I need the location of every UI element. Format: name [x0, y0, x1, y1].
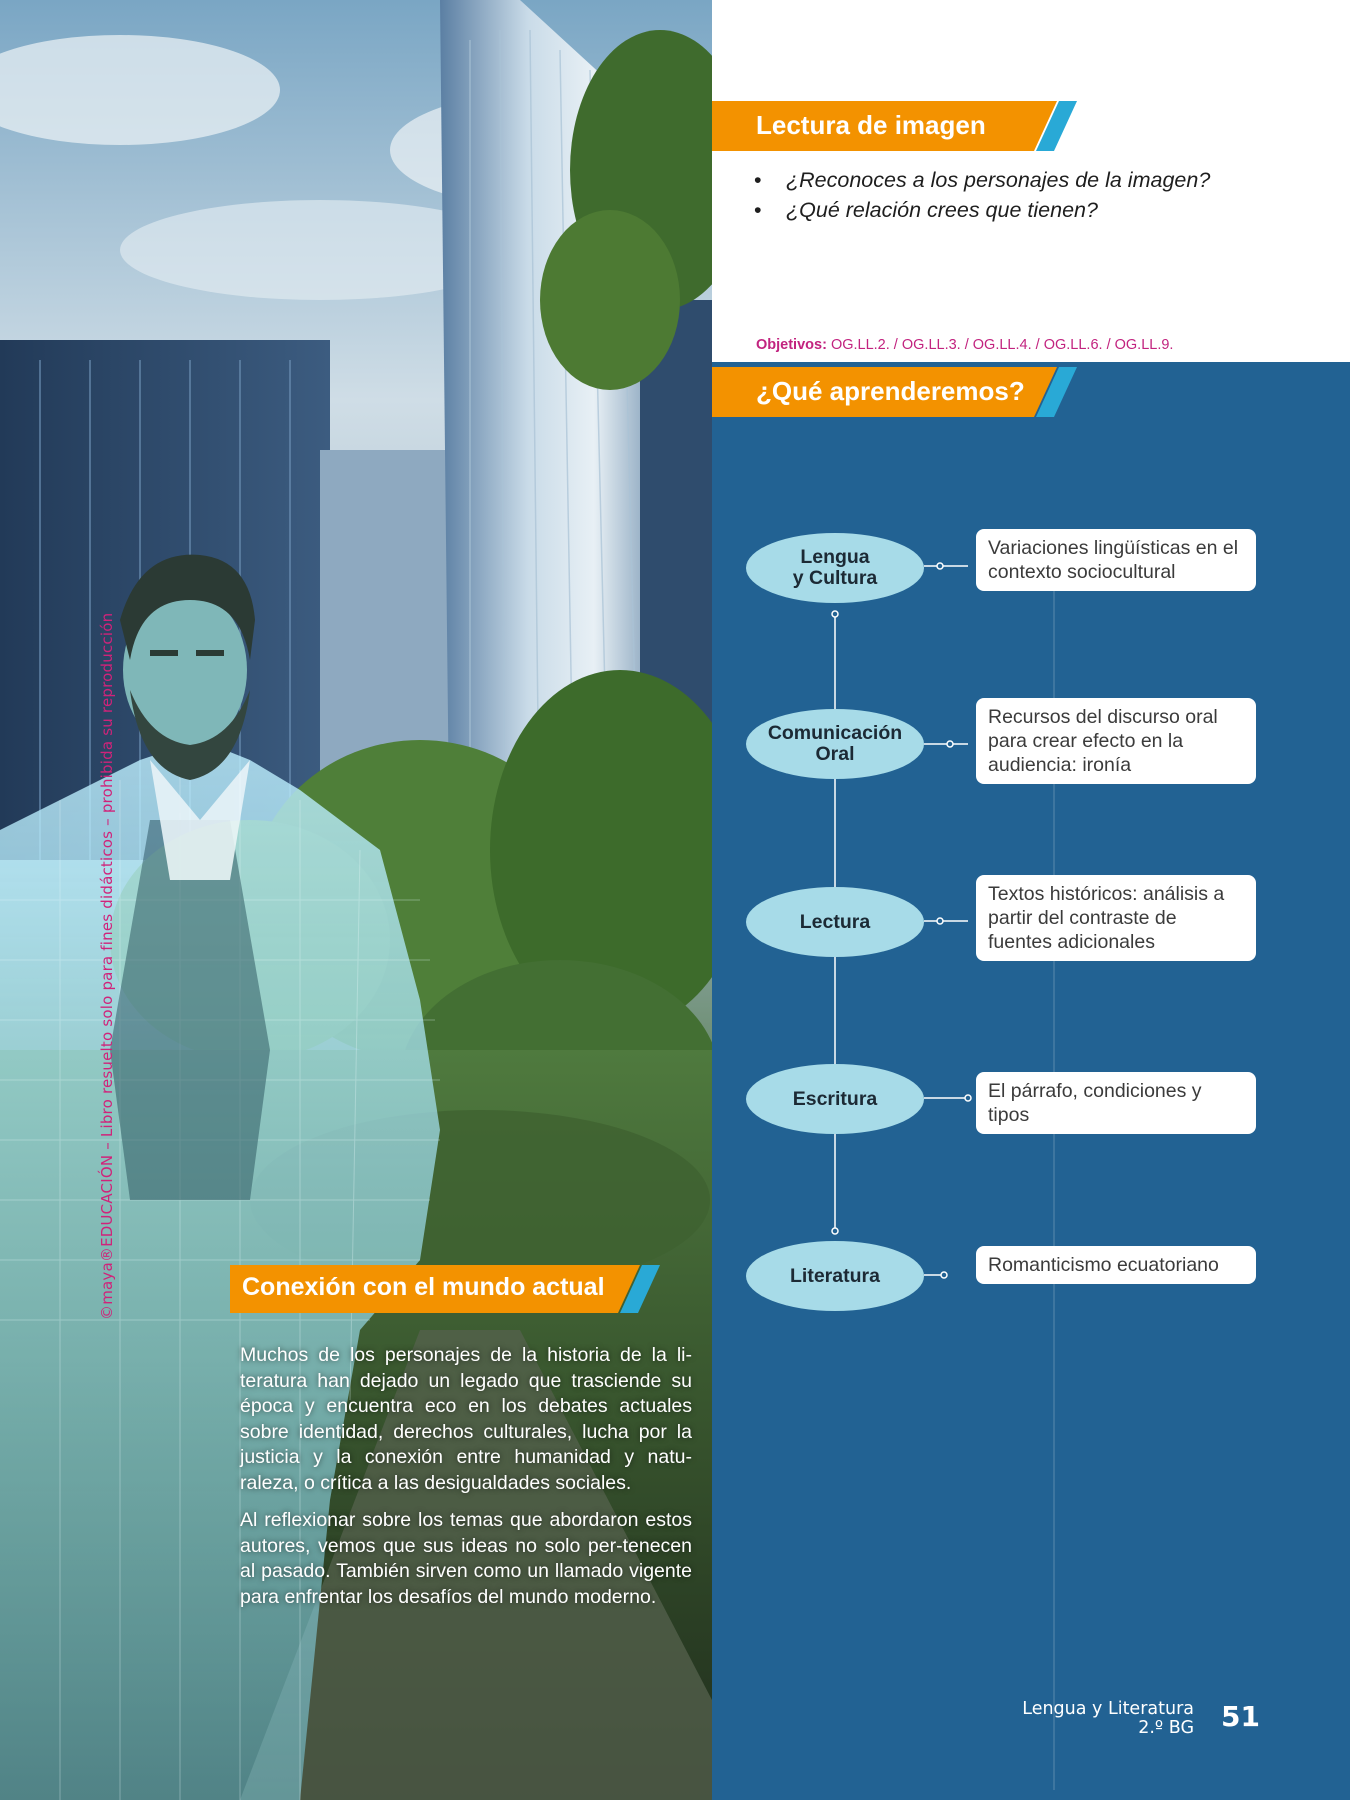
lectura-questions: [748, 165, 1210, 225]
objetivos-codes: OG.LL.2. / OG.LL.3. / OG.LL.4. / OG.LL.6. / OG.LL.9.: [830, 337, 1174, 353]
conexion-banner: [230, 1265, 660, 1313]
aprenderemos-banner: [712, 367, 1077, 417]
topic-label: Lengua y Cultura: [792, 546, 878, 589]
objetivos: [756, 337, 1173, 353]
conexion-paragraph-1: Muchos de los personajes de la historia de la li-teratura han dejado un legado que trasciende su época y encuentra eco en los debates actuales sobre identidad, derechos culturales, lucha por la justicia y la conexión entre humanidad y natu-raleza, o crítica a las desigualdades sociales.: [240, 1344, 692, 1494]
topic-desc-lengua-cultura: Variaciones lingüísticas en el contexto sociocultural: [976, 529, 1256, 591]
footer-subject: [1022, 1700, 1194, 1738]
conexion-paragraph-2: Al reflexionar sobre los temas que abordaron estos autores, vemos que sus ideas no solo per-tenecen al pasado. También sirven como un llamado vigente para enfrentar los desafíos del mundo moderno.: [240, 1509, 692, 1608]
topic-lengua-cultura: [746, 533, 924, 603]
objetivos-label: Objetivos:: [756, 337, 827, 353]
topic-lectura: Lectura: [746, 887, 924, 957]
topic-escritura: Escritura: [746, 1064, 924, 1134]
topic-literatura: Literatura: [746, 1241, 924, 1311]
topic-comunicacion-oral: [746, 709, 924, 779]
conexion-text: [240, 1343, 692, 1673]
topic-desc-literatura: Romanticismo ecuatoriano: [976, 1246, 1256, 1284]
footer-subject-name: Lengua y Literatura: [1022, 1699, 1194, 1719]
topic-desc-comunicacion-oral: Recursos del discurso oral para crear efecto en la audiencia: ironía: [976, 698, 1256, 784]
conexion-title: Conexión con el mundo actual: [242, 1273, 605, 1301]
lectura-title: Lectura de imagen: [756, 110, 986, 140]
topic-label: Comunicación Oral: [767, 722, 903, 765]
aprenderemos-title: ¿Qué aprenderemos?: [756, 376, 1025, 406]
page-number: 51: [1221, 1700, 1260, 1733]
lectura-banner: [712, 101, 1077, 151]
question-item: • ¿Qué relación crees que tienen?: [748, 195, 1210, 225]
question-item: • ¿Reconoces a los personajes de la imagen?: [748, 165, 1210, 195]
copyright-watermark: ©maya®EDUCACIÓN – Libro resuelto solo para fines didácticos – prohibida su reproducción: [98, 612, 116, 1320]
topic-desc-escritura: El párrafo, condiciones y tipos: [976, 1072, 1256, 1134]
footer-grade: 2.º BG: [1138, 1718, 1194, 1738]
topic-desc-lectura: Textos históricos: análisis a partir del contraste de fuentes adicionales: [976, 875, 1256, 961]
